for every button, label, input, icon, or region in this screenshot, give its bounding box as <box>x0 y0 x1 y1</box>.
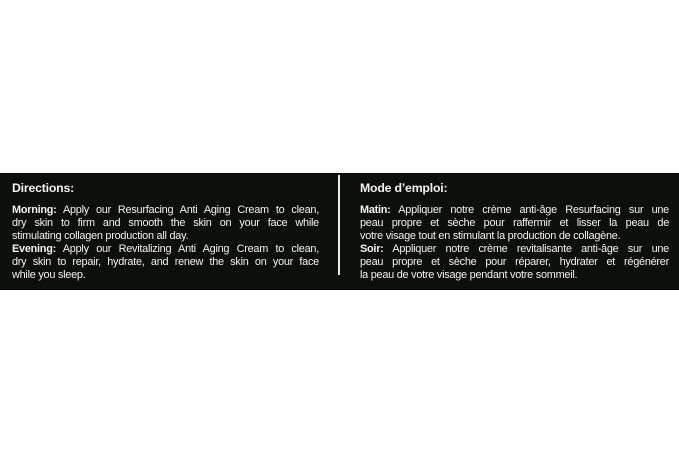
line-text: votre visage tout en stimulant la production de collagène. <box>360 230 621 242</box>
line-lead-bold: Soir: <box>360 243 384 255</box>
directions-line <box>360 217 669 230</box>
line-text: dry skin to repair, hydrate, and renew the skin on your face <box>12 256 319 268</box>
line-text: Appliquer notre crème anti-âge Resurfacing sur une <box>390 204 669 216</box>
directions-line <box>12 243 319 256</box>
line-lead-bold: Morning: <box>12 204 57 216</box>
line-text: Appliquer notre crème revitalisante anti-âge sur une <box>383 243 669 255</box>
directions-line <box>360 269 669 282</box>
directions-line <box>360 243 669 256</box>
directions-line <box>360 204 669 217</box>
line-text: Apply our Resurfacing Anti Aging Cream to clean, <box>56 204 319 216</box>
line-lead-bold: Evening: <box>12 243 56 255</box>
directions-line <box>360 230 669 243</box>
line-text: dry skin to firm and smooth the skin on your face while <box>12 217 319 229</box>
directions-line <box>12 204 319 217</box>
line-text: peau propre et sèche pour raffermir et lisser la peau de <box>360 217 669 229</box>
directions-line <box>12 217 319 230</box>
directions-line <box>360 256 669 269</box>
line-text: Apply our Revitalizing Anti Aging Cream to clean, <box>56 243 319 255</box>
directions-section-english <box>12 181 319 282</box>
line-text: peau propre et sèche pour réparer, hydrater et régénérer <box>360 256 669 268</box>
line-text: la peau de votre visage pendant votre sommeil. <box>360 269 578 281</box>
line-text: stimulating collagen production all day. <box>12 230 189 242</box>
directions-heading-french: Mode d’emploi: <box>360 181 448 195</box>
line-lead-bold: Matin: <box>360 204 391 216</box>
directions-heading-english: Directions: <box>12 181 75 195</box>
directions-section-french <box>360 181 669 282</box>
column-divider <box>338 175 340 275</box>
directions-line <box>12 269 319 282</box>
directions-line <box>12 230 319 243</box>
line-text: while you sleep. <box>12 269 86 281</box>
directions-line <box>12 256 319 269</box>
